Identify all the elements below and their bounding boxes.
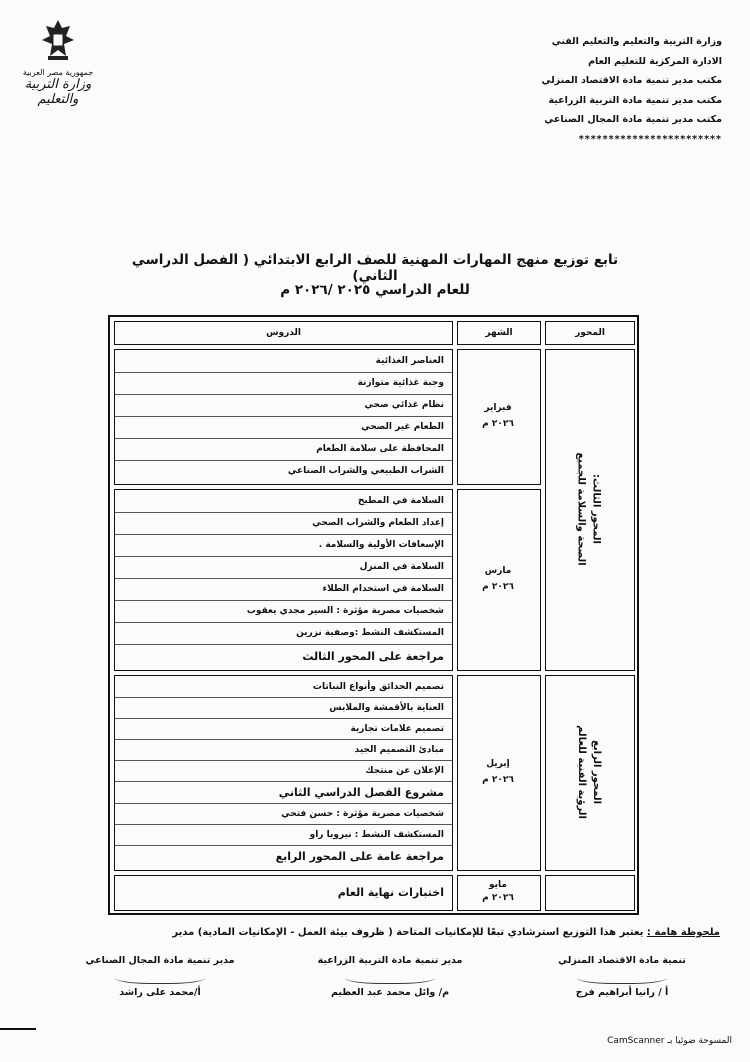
note-text: يعتبر هذا التوزيع استرشادي تبعًا للإمكانيات المتاحة ( ظروف بيئة العمل - الإمكانيات المادية) مدير bbox=[172, 927, 644, 938]
lesson-item: شخصيات مصرية مؤثرة : حسن فتحي bbox=[115, 803, 452, 825]
eagle-emblem-icon bbox=[38, 18, 78, 62]
scanner-footer: المسوحة ضوئيا بـ CamScanner bbox=[607, 1036, 732, 1046]
signature-title: تنمية مادة الاقتصاد المنزلي bbox=[558, 955, 686, 966]
month-cell-mar bbox=[457, 489, 541, 671]
page-subtitle: للعام الدراسي ٢٠٢٥ /٢٠٢٦ م bbox=[280, 282, 470, 298]
axis-four-title: المحور الرابع bbox=[591, 739, 602, 805]
signature-name: أ/محمد على راشد bbox=[119, 987, 201, 998]
axis-four-label bbox=[574, 725, 604, 819]
lesson-item: السلامة في المطبخ bbox=[115, 490, 452, 513]
month-year: ٢٠٢٦ م bbox=[482, 775, 514, 785]
lesson-item: الطعام غير الصحي bbox=[115, 416, 452, 439]
lesson-item: الإعلان عن منتجك bbox=[115, 760, 452, 782]
lessons-feb bbox=[114, 349, 453, 485]
axis-three-title: المحور الثالث: bbox=[591, 474, 603, 544]
lesson-item-review: مراجعة على المحور الثالث bbox=[302, 649, 444, 663]
handwritten-signature-icon bbox=[345, 969, 435, 984]
important-note bbox=[40, 927, 720, 938]
header-axis: المحور bbox=[545, 321, 635, 345]
month-year: ٢٠٢٦ م bbox=[482, 582, 514, 592]
header-line: الادارة المركزية للتعليم العام bbox=[588, 55, 722, 67]
axis-three-label bbox=[574, 452, 604, 565]
month-name: فبراير bbox=[484, 403, 512, 413]
axis-three-cell bbox=[545, 349, 635, 671]
month-cell-may bbox=[457, 875, 541, 911]
handwritten-signature-icon bbox=[115, 969, 205, 984]
signature-name: أ / رانيا أبراهيم فرج bbox=[575, 987, 669, 998]
month-year: ٢٠٢٦ م bbox=[482, 893, 514, 903]
logo-top-text: جمهورية مصر العربية bbox=[22, 68, 94, 77]
header-line: مكتب مدير تنمية مادة المجال الصناعي bbox=[544, 114, 722, 125]
lessons-mar bbox=[114, 489, 453, 671]
month-cell-feb bbox=[457, 349, 541, 485]
signature-agriculture bbox=[290, 955, 490, 998]
month-name: إبريل bbox=[486, 759, 510, 769]
lesson-item: شخصيات مصرية مؤثرة : السير مجدي يعقوب bbox=[115, 600, 452, 623]
axis-three-subtitle: الصحة والسلامة للجميع bbox=[576, 452, 588, 566]
signature-home-economics bbox=[522, 955, 722, 998]
lesson-item: تصميم الحدائق وأنواع النباتات bbox=[115, 676, 452, 698]
lesson-item: العناية بالأقمشة والملابس bbox=[115, 697, 452, 719]
header-lessons: الدروس bbox=[114, 321, 453, 345]
lesson-item: نظام غذائي صحي bbox=[115, 394, 452, 417]
lesson-item: المحافظة على سلامة الطعام bbox=[115, 438, 452, 461]
axis-empty-cell bbox=[545, 875, 635, 911]
month-cell-apr bbox=[457, 675, 541, 871]
lessons-apr bbox=[114, 675, 453, 871]
lesson-item: الإسعافات الأولية والسلامة . bbox=[115, 534, 452, 557]
lesson-item: المستكشف النشط :وصفية نزرين bbox=[115, 622, 452, 645]
lesson-item: المستكشف النشط : نيروبا راو bbox=[115, 824, 452, 846]
lesson-item-project: مشروع الفصل الدراسي الثاني bbox=[115, 781, 452, 804]
month-name: مايو bbox=[489, 880, 507, 890]
signature-title: مدير تنمية مادة التربية الزراعية bbox=[317, 955, 463, 966]
lesson-item-review: مراجعة عامة على المحور الرابع bbox=[275, 850, 444, 863]
header-line: مكتب مدير تنمية مادة التربية الزراعية bbox=[548, 94, 722, 106]
lesson-item: مبادئ التصميم الجيد bbox=[115, 739, 452, 761]
signature-industrial bbox=[60, 955, 260, 998]
signature-title: مدير تنمية مادة المجال الصناعي bbox=[85, 955, 235, 966]
header-stars: ************************ bbox=[578, 133, 722, 145]
lesson-item-exams: اختبارات نهاية العام bbox=[337, 885, 444, 899]
month-name: مارس bbox=[484, 566, 512, 576]
axis-four-subtitle: الرؤية الفنية للعالم bbox=[576, 725, 587, 819]
lesson-item: السلامة في المنزل bbox=[115, 556, 452, 579]
lesson-item: السلامة في استخدام الطلاء bbox=[115, 578, 452, 601]
header-block bbox=[462, 32, 722, 149]
lesson-item: وجبة غذائية متوازنة bbox=[115, 372, 452, 395]
lesson-item: العناصر الغذائية bbox=[115, 350, 452, 373]
ministry-logo bbox=[18, 18, 98, 108]
lesson-item: تصميم علامات تجارية bbox=[115, 718, 452, 740]
signature-name: م/ وائل محمد عبد العظيم bbox=[330, 987, 450, 998]
lessons-may bbox=[114, 875, 453, 911]
footer-divider bbox=[0, 1028, 36, 1030]
lesson-item: الشراب الطبيعي والشراب الصناعي bbox=[287, 466, 444, 476]
axis-four-cell bbox=[545, 675, 635, 871]
lesson-item: إعداد الطعام والشراب الصحي bbox=[115, 512, 452, 535]
header-line: وزارة التربية والتعليم والتعليم الفني bbox=[551, 36, 722, 47]
header-line: مكتب مدير تنمية مادة الاقتصاد المنزلي bbox=[541, 75, 722, 86]
handwritten-signature-icon bbox=[577, 969, 667, 984]
month-year: ٢٠٢٦ م bbox=[482, 419, 514, 429]
note-label: ملحوظة هامة : bbox=[646, 927, 720, 938]
header-month: الشهر bbox=[457, 321, 541, 345]
curriculum-table bbox=[108, 315, 639, 915]
logo-bottom-text: وزارة التربية والتعليم bbox=[24, 77, 92, 107]
page-title: تابع توزيع منهج المهارات المهنية للصف الرابع الابتدائي ( الفصل الدراسي الثاني) bbox=[131, 252, 619, 284]
